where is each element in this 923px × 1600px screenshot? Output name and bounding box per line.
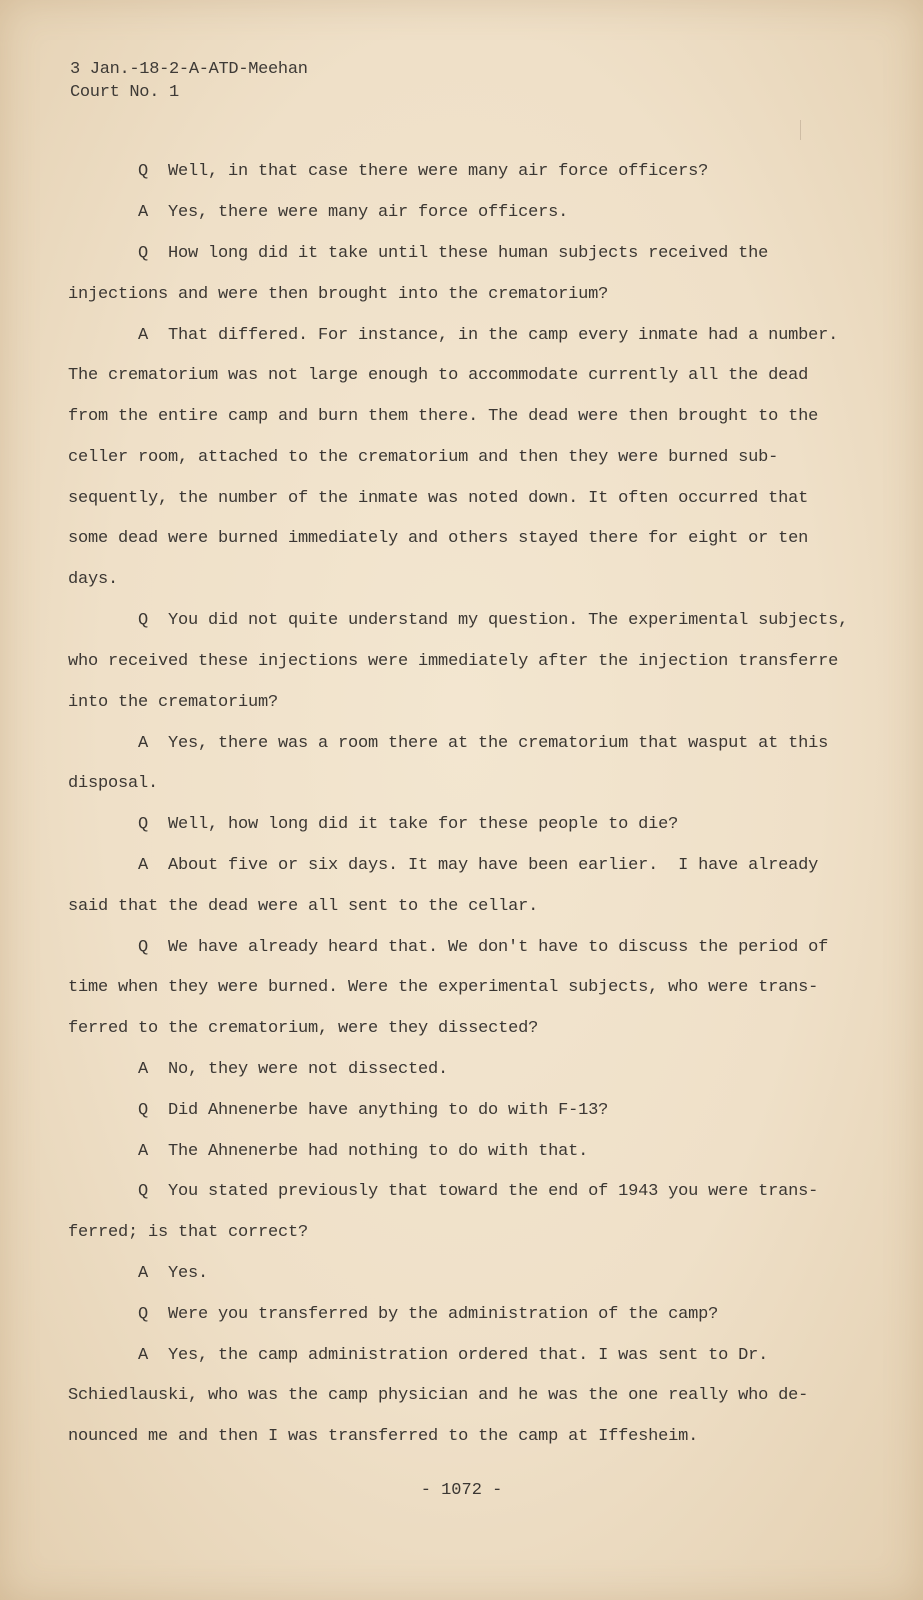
transcript-line: A Yes. xyxy=(138,1264,209,1283)
transcript-line: A Yes, there were many air force officers. xyxy=(138,203,569,222)
transcript-line: nounced me and then I was transferred to the camp at Iffesheim. xyxy=(68,1427,699,1446)
transcript-line: A Yes, there was a room there at the crematorium that wasput at this xyxy=(138,734,829,753)
transcript-line: Q You stated previously that toward the end of 1943 you were trans- xyxy=(138,1182,819,1201)
header-reference-line: 3 Jan.-18-2-A-ATD-Meehan xyxy=(70,60,308,79)
transcript-line: A That differed. For instance, in the camp every inmate had a number. xyxy=(138,326,839,345)
transcript-line: ferred to the crematorium, were they dissected? xyxy=(68,1019,539,1038)
transcript-line: Q Did Ahnenerbe have anything to do with F-13? xyxy=(138,1101,609,1120)
paper-mark xyxy=(800,120,801,140)
transcript-line: days. xyxy=(68,570,119,589)
transcript-line: Q Were you transferred by the administration of the camp? xyxy=(138,1305,719,1324)
page-number: - 1072 - xyxy=(420,1481,503,1500)
transcript-line: injections and were then brought into the crematorium? xyxy=(68,285,609,304)
transcript-line: some dead were burned immediately and others stayed there for eight or ten xyxy=(68,529,809,548)
transcript-line: time when they were burned. Were the experimental subjects, who were trans- xyxy=(68,978,819,997)
transcript-line: Q You did not quite understand my question. The experimental subjects, xyxy=(138,611,849,630)
transcript-line: ferred; is that correct? xyxy=(68,1223,309,1242)
transcript-line: Q How long did it take until these human subjects received the xyxy=(138,244,769,263)
transcript-line: celler room, attached to the crematorium and then they were burned sub- xyxy=(68,448,779,467)
transcript-line: A The Ahnenerbe had nothing to do with that. xyxy=(138,1142,589,1161)
transcript-line: The crematorium was not large enough to accommodate currently all the dead xyxy=(68,366,809,385)
transcript-line: Q Well, in that case there were many air force officers? xyxy=(138,162,709,181)
transcript-line: A Yes, the camp administration ordered that. I was sent to Dr. xyxy=(138,1346,769,1365)
transcript-line: said that the dead were all sent to the cellar. xyxy=(68,897,539,916)
transcript-line: from the entire camp and burn them there. The dead were then brought to the xyxy=(68,407,819,426)
transcript-line: who received these injections were immediately after the injection transferre xyxy=(68,652,839,671)
document-header xyxy=(70,58,308,104)
transcript-line: A No, they were not dissected. xyxy=(138,1060,449,1079)
transcript-line: sequently, the number of the inmate was noted down. It often occurred that xyxy=(68,489,809,508)
transcript-line: into the crematorium? xyxy=(68,693,279,712)
transcript-line: A About five or six days. It may have been earlier. I have already xyxy=(138,856,819,875)
transcript-line: Q We have already heard that. We don't have to discuss the period of xyxy=(138,938,829,957)
transcript-line: disposal. xyxy=(68,774,159,793)
transcript-line: Q Well, how long did it take for these people to die? xyxy=(138,815,679,834)
transcript-line: Schiedlauski, who was the camp physician and he was the one really who de- xyxy=(68,1386,809,1405)
header-court-line: Court No. 1 xyxy=(70,83,179,102)
